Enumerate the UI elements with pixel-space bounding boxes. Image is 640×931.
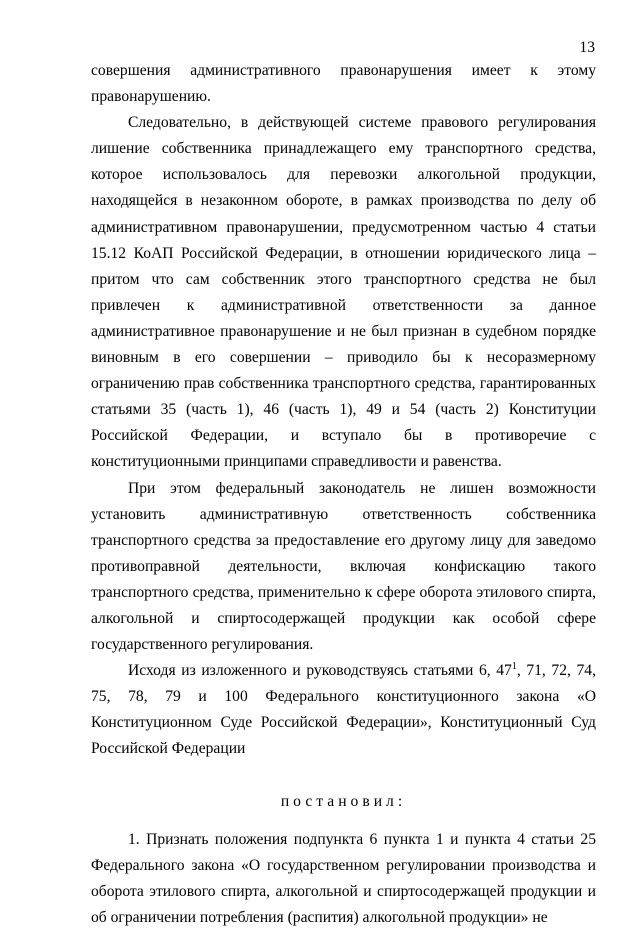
- ruling-heading: постановил:: [280, 792, 407, 810]
- based-on-text-end: , 71, 72, 74, 75, 78, 79 и 100 Федерального конституционного закона «О Конституционном Суде Российской Федерации», Конституционный Суд Российской Федерации: [91, 662, 596, 758]
- paragraph-based-on: [91, 658, 596, 762]
- paragraph-consequently: Следовательно, в действующей системе правового регулирования лишение собственника принадлежащего ему транспортного средства, которое использовалось для перевозки алкогольной продукции, находящейся в незаконном обороте, в рамках производства по делу об административном правонарушении, предусмотренном частью 4 статьи 15.12 КоАП Российской Федерации, в отношении юридического лица – притом что сам собственник этого транспортного средства не был привлечен к административной ответственности за данное административное правонарушение и не был признан в судебном порядке виновным в его совершении – приводило бы к несоразмерному ограничению прав собственника транспортного средства, гарантированных статьями 35 (часть 1), 46 (часть 1), 49 и 54 (часть 2) Конституции Российской Федерации, и вступало бы в противоречие с конституционными принципами справедливости и равенства.: [91, 114, 596, 471]
- paragraph-continuation: совершения административного правонарушения имеет к этому правонарушению.: [91, 62, 596, 106]
- document-body: [91, 58, 596, 931]
- page-number: 13: [579, 39, 595, 56]
- article-superscript: 1: [511, 660, 517, 672]
- paragraph-legislator: При этом федеральный законодатель не лишен возможности установить административную ответственность собственника транспортного средства за предоставление его другому лицу для заведомо противоправной деятельности, включая конфискацию такого транспортного средства, применительно к сфере оборота этилового спирта, алкогольной и спиртосодержащей продукции как особой сфере государственного регулирования.: [91, 479, 596, 654]
- based-on-text-start: Исходя из изложенного и руководствуясь статьями 6, 47: [128, 662, 512, 680]
- ruling-item-1: 1. Признать положения подпункта 6 пункта 1 и пункта 4 статьи 25 Федерального закона «О государственном регулировании производства и оборота этилового спирта, алкогольной и спиртосодержащей продукции и об ограничении потребления (распития) алкогольной продукции» не: [91, 830, 596, 926]
